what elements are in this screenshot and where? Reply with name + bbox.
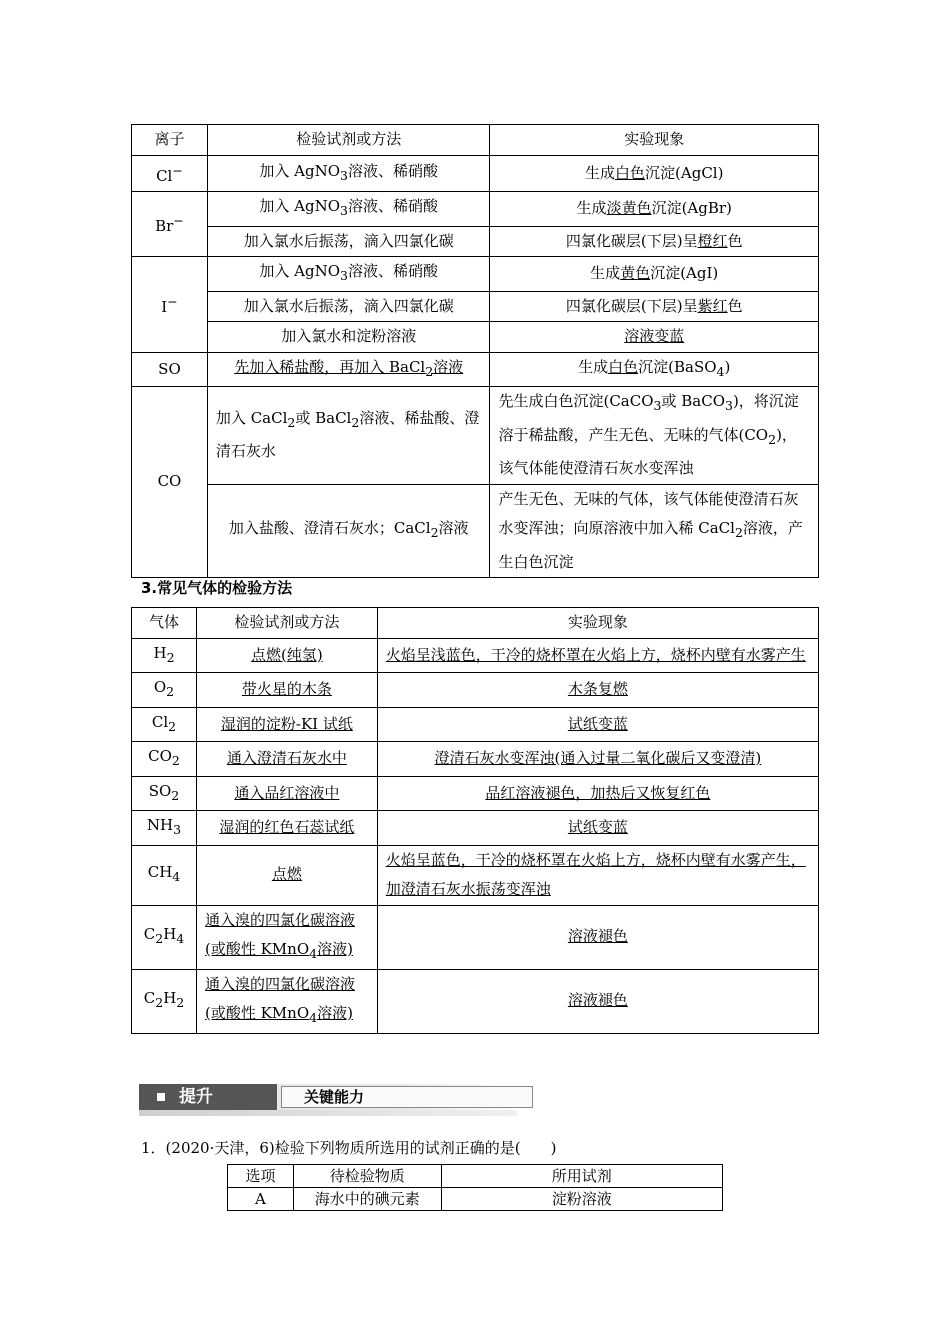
- square-bullet-icon: [157, 1093, 165, 1101]
- section-banner: [139, 1084, 517, 1116]
- table-row: [132, 192, 819, 227]
- phenomenon-cell: 火焰呈浅蓝色，干冷的烧杯罩在火焰上方，烧杯内壁有水雾产生: [377, 638, 818, 673]
- phenomenon-cell: 四氯化碳层(下层)呈紫红色: [490, 291, 819, 322]
- method-cell: 点燃(纯氢): [196, 638, 377, 673]
- table-row: [132, 905, 819, 969]
- gas-cell: $SO_2$: [132, 776, 197, 811]
- phenomenon-cell: 试纸变蓝: [377, 707, 818, 742]
- gas-cell: $CH_4$: [132, 845, 197, 905]
- phenomenon-cell: 木条复燃: [377, 673, 818, 708]
- table-row: [132, 352, 819, 387]
- ion-cell: CO: [132, 387, 208, 578]
- method-cell: 加入 CaCl$_2$或 BaCl$_2$溶液、稀盐酸、澄清石灰水: [207, 387, 490, 485]
- method-cell: 加入 AgNO$_3$溶液、稀硝酸: [207, 155, 490, 192]
- ion-cell: Br−: [132, 192, 208, 257]
- phenomenon-cell: 澄清石灰水变浑浊(通入过量二氧化碳后又变澄清): [377, 742, 818, 777]
- banner-left: 提升: [139, 1084, 277, 1110]
- phenomenon-cell: 生成淡黄色沉淀(AgBr): [490, 192, 819, 227]
- table-row: [132, 226, 819, 257]
- table-header-row: [228, 1165, 723, 1188]
- table-row: [228, 1188, 723, 1211]
- header-cell: 选项: [228, 1165, 294, 1188]
- phenomenon-cell: 火焰呈蓝色，干冷的烧杯罩在火焰上方，烧杯内壁有水雾产生，加澄清石灰水振荡变浑浊: [377, 845, 818, 905]
- header-cell: 待检验物质: [293, 1165, 441, 1188]
- ion-cell: SO: [132, 352, 208, 387]
- phenomenon-cell: 先生成白色沉淀(CaCO$_3$或 BaCO$_3$)，将沉淀溶于稀盐酸，产生无色、无味的气体$(CO_2)$，该气体能使澄清石灰水变浑浊: [490, 387, 819, 485]
- banner-underline: [139, 1110, 517, 1116]
- method-cell: 通入溴的四氯化碳溶液(或酸性 KMnO$_4$溶液): [196, 905, 377, 969]
- phenomenon-cell: 品红溶液褪色，加热后又恢复红色: [377, 776, 818, 811]
- phenomenon-cell: 生成白色沉淀(BaSO$_4$): [490, 352, 819, 387]
- ion-cell: I−: [132, 257, 208, 353]
- method-cell: 加入 AgNO$_3$溶液、稀硝酸: [207, 192, 490, 227]
- table-row: [132, 845, 819, 905]
- table-row: [132, 322, 819, 353]
- table-row: [132, 811, 819, 846]
- gas-cell: $C_2H_2$: [132, 969, 197, 1033]
- table-row: [132, 742, 819, 777]
- gas-cell: $NH_3$: [132, 811, 197, 846]
- method-cell: 点燃: [196, 845, 377, 905]
- table-row: [132, 291, 819, 322]
- method-cell: 通入品红溶液中: [196, 776, 377, 811]
- header-cell: 所用试剂: [441, 1165, 722, 1188]
- banner-right: 关键能力: [281, 1086, 533, 1108]
- gas-cell: $C_2H_4$: [132, 905, 197, 969]
- method-cell: 通入溴的四氯化碳溶液(或酸性 KMnO$_4$溶液): [196, 969, 377, 1033]
- gas-test-table: [131, 607, 819, 1034]
- phenomenon-cell: 生成黄色沉淀(AgI): [490, 257, 819, 292]
- header-cell: 气体: [132, 608, 197, 639]
- table-row: [132, 155, 819, 192]
- gas-cell: $O_2$: [132, 673, 197, 708]
- method-cell: 加入氯水后振荡，滴入四氯化碳: [207, 291, 490, 322]
- option-table: [227, 1164, 723, 1211]
- method-cell: 带火星的木条: [196, 673, 377, 708]
- phenomenon-cell: 四氯化碳层(下层)呈橙红色: [490, 226, 819, 257]
- gas-cell: $H_2$: [132, 638, 197, 673]
- header-cell: 实验现象: [490, 125, 819, 156]
- phenomenon-cell: 试纸变蓝: [377, 811, 818, 846]
- option-cell: A: [228, 1188, 294, 1211]
- table-row: [132, 638, 819, 673]
- phenomenon-cell: 生成白色沉淀(AgCl): [490, 155, 819, 192]
- header-cell: 实验现象: [377, 608, 818, 639]
- method-cell: 加入氯水和淀粉溶液: [207, 322, 490, 353]
- gas-cell: $Cl_2$: [132, 707, 197, 742]
- method-cell: 先加入稀盐酸，再加入 BaCl$_2$溶液: [207, 352, 490, 387]
- table-header-row: [132, 608, 819, 639]
- header-cell: 检验试剂或方法: [207, 125, 490, 156]
- method-cell: 湿润的淀粉-KI 试纸: [196, 707, 377, 742]
- question-text: 1．(2020·天津，6)检验下列物质所选用的试剂正确的是( ): [141, 1139, 557, 1157]
- table-row: [132, 484, 819, 578]
- method-cell: 通入澄清石灰水中: [196, 742, 377, 777]
- phenomenon-cell: 产生无色、无味的气体，该气体能使澄清石灰水变浑浊；向原溶液中加入稀 CaCl$_2$溶液，产生白色沉淀: [490, 484, 819, 578]
- header-cell: 离子: [132, 125, 208, 156]
- substance-cell: 海水中的碘元素: [293, 1188, 441, 1211]
- ion-cell: Cl−: [132, 155, 208, 192]
- table-row: [132, 776, 819, 811]
- phenomenon-cell: 溶液褪色: [377, 905, 818, 969]
- section-title: 3.常见气体的检验方法: [141, 579, 293, 597]
- table-row: [132, 673, 819, 708]
- reagent-cell: 淀粉溶液: [441, 1188, 722, 1211]
- table-row: [132, 969, 819, 1033]
- phenomenon-cell: 溶液变蓝: [490, 322, 819, 353]
- table-row: [132, 387, 819, 485]
- table-header-row: [132, 125, 819, 156]
- method-cell: 加入 AgNO$_3$溶液、稀硝酸: [207, 257, 490, 292]
- phenomenon-cell: 溶液褪色: [377, 969, 818, 1033]
- gas-cell: $CO_2$: [132, 742, 197, 777]
- table-row: [132, 707, 819, 742]
- method-cell: 加入氯水后振荡，滴入四氯化碳: [207, 226, 490, 257]
- method-cell: 加入盐酸、澄清石灰水；CaCl$_2$溶液: [207, 484, 490, 578]
- ion-test-table: [131, 124, 819, 578]
- header-cell: 检验试剂或方法: [196, 608, 377, 639]
- method-cell: 湿润的红色石蕊试纸: [196, 811, 377, 846]
- table-row: [132, 257, 819, 292]
